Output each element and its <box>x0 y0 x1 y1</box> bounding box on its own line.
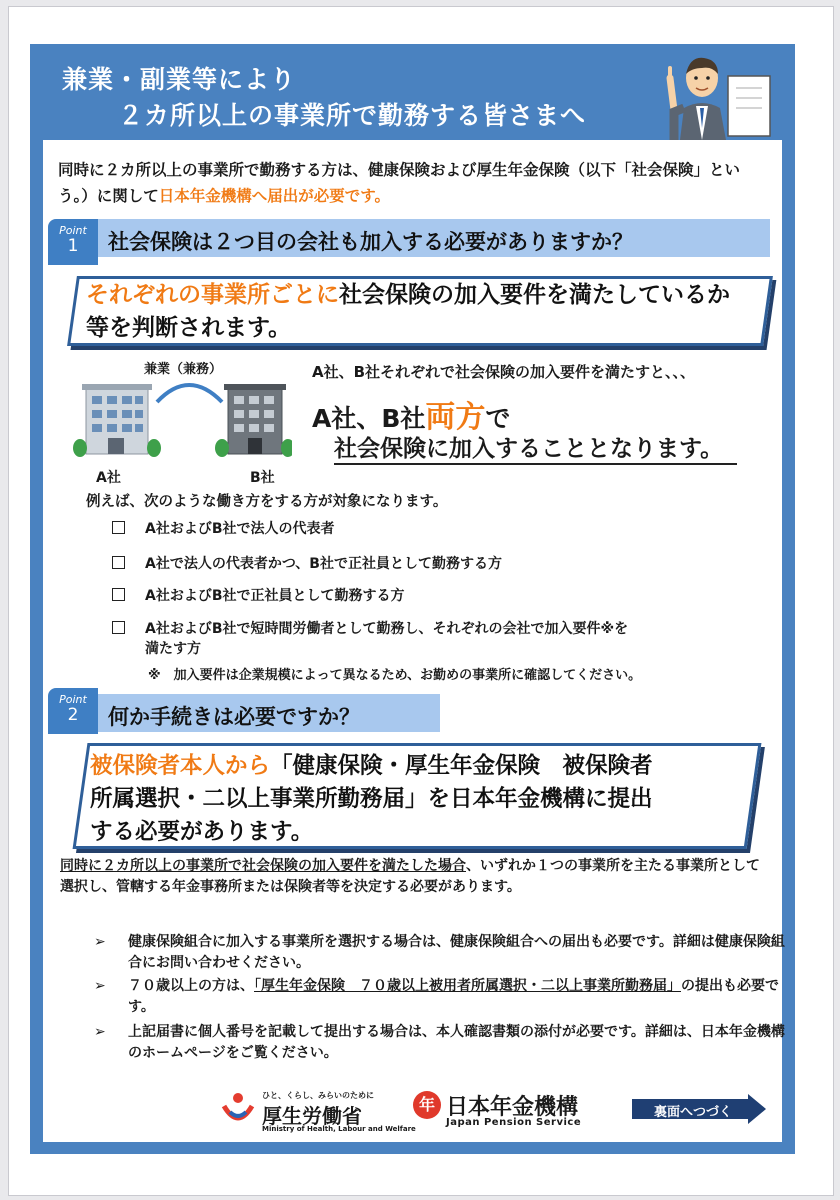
point1-question: 社会保険は２つ目の会社も加入する必要がありますか？ <box>108 230 633 254</box>
point1-result-line1: A社、B社両方で <box>312 400 511 435</box>
examples-lead: 例えば、次のような働き方をする方が対象になります。 <box>86 494 448 510</box>
mhlw-name: 厚生労働省 <box>262 1104 362 1128</box>
company-b-label: B社 <box>250 470 275 486</box>
point1-question-bar <box>98 219 770 257</box>
continue-label: 裏面へつづく <box>654 1105 733 1120</box>
point1-answer-text: それぞれの事業所ごとに社会保険の加入要件を満たしているか等を判断されます。 <box>86 282 730 341</box>
example-item: A社およびB社で正社員として勤務する方 <box>112 585 405 605</box>
point2-question-bar <box>98 694 440 732</box>
checkbox-icon <box>112 556 125 569</box>
bullet-item: ➢ ７０歳以上の方は、「厚生年金保険 ７０歳以上被用者所属選択・二以上事業所勤務届」の提出も必要です。 <box>94 978 779 1015</box>
building-a-icon <box>73 384 161 457</box>
checkbox-icon <box>112 588 125 601</box>
example-item: A社およびB社で短時間労働者として勤務し、それぞれの会社で加入要件※を <box>112 618 628 638</box>
mhlw-logo-icon <box>218 1090 258 1124</box>
arrow-bullet-icon: ➢ <box>94 934 106 950</box>
link-arc <box>157 385 222 402</box>
point1-explanation: A社、B社それぞれで社会保険の加入要件を満たすと、、、 <box>312 363 696 381</box>
jps-emblem-icon: 年 <box>413 1091 441 1119</box>
checkbox-icon <box>112 521 125 534</box>
point2-tab: Point 2 <box>48 688 98 734</box>
intro-text: 同時に２カ所以上の事業所で勤務する方は、健康保険および厚生年金保険（以下「社会保険」という。）に関して日本年金機構へ届出が必要です。 <box>58 161 741 205</box>
company-a-label: A社 <box>96 470 121 486</box>
example-item: A社およびB社で法人の代表者 <box>112 518 335 538</box>
building-b-icon <box>215 384 292 457</box>
point1-result-line2: 社会保険に加入することとなります。 <box>334 430 737 465</box>
title-line-2: ２カ所以上の事業所で勤務する皆さまへ <box>118 101 587 130</box>
diagram-link-label: 兼業（兼務） <box>144 362 223 377</box>
arrow-bullet-icon: ➢ <box>94 978 106 994</box>
mhlw-tagline: ひと、くらし、みらいのために <box>262 1091 374 1100</box>
point2-question: 何か手続きは必要ですか？ <box>108 705 360 729</box>
example-item: A社で法人の代表者かつ、B社で正社員として勤務する方 <box>112 553 502 573</box>
document-icon <box>728 76 770 136</box>
mhlw-english-name: Ministry of Health, Labour and Welfare <box>262 1125 416 1133</box>
checkbox-icon <box>112 621 125 634</box>
point1-tab: Point 1 <box>48 219 98 265</box>
intro-highlight: 日本年金機構へ届出が必要です。 <box>158 187 391 205</box>
point2-paragraph: 同時に２カ所以上の事業所で社会保険の加入要件を満たした場合、いずれか１つの事業所を主たる事業所として選択し、管轄する年金事務所または保険者等を決定する必要があります。 <box>60 858 760 895</box>
bullet-item: ➢ 健康保険組合に加入する事業所を選択する場合は、健康保険組合への届出も必要です。詳細は健康保険組合にお問い合わせください。 <box>94 934 785 971</box>
point2-answer-text: 被保険者本人から「健康保険・厚生年金保険 被保険者 所属選択・二以上事業所勤務届」を日本年金機構に提出 する必要があります。 <box>90 753 653 845</box>
title-line-1: 兼業・副業等により <box>62 65 297 94</box>
jps-name: 日本年金機構 <box>446 1095 579 1120</box>
company-diagram <box>62 372 292 462</box>
bullet-item: ➢ 上記届書に個人番号を記載して提出する場合は、本人確認書類の添付が必要です。詳細は、日本年金機構のホームページをご覧ください。 <box>94 1024 785 1061</box>
jps-english-name: Japan Pension Service <box>446 1117 582 1128</box>
arrow-bullet-icon: ➢ <box>94 1024 106 1040</box>
example-item-continuation: 満たす方 <box>145 641 201 657</box>
requirement-note: ※ 加入要件は企業規模によって異なるため、お勤めの事業所に確認してください。 <box>148 668 642 683</box>
businessman-illustration <box>650 48 780 140</box>
